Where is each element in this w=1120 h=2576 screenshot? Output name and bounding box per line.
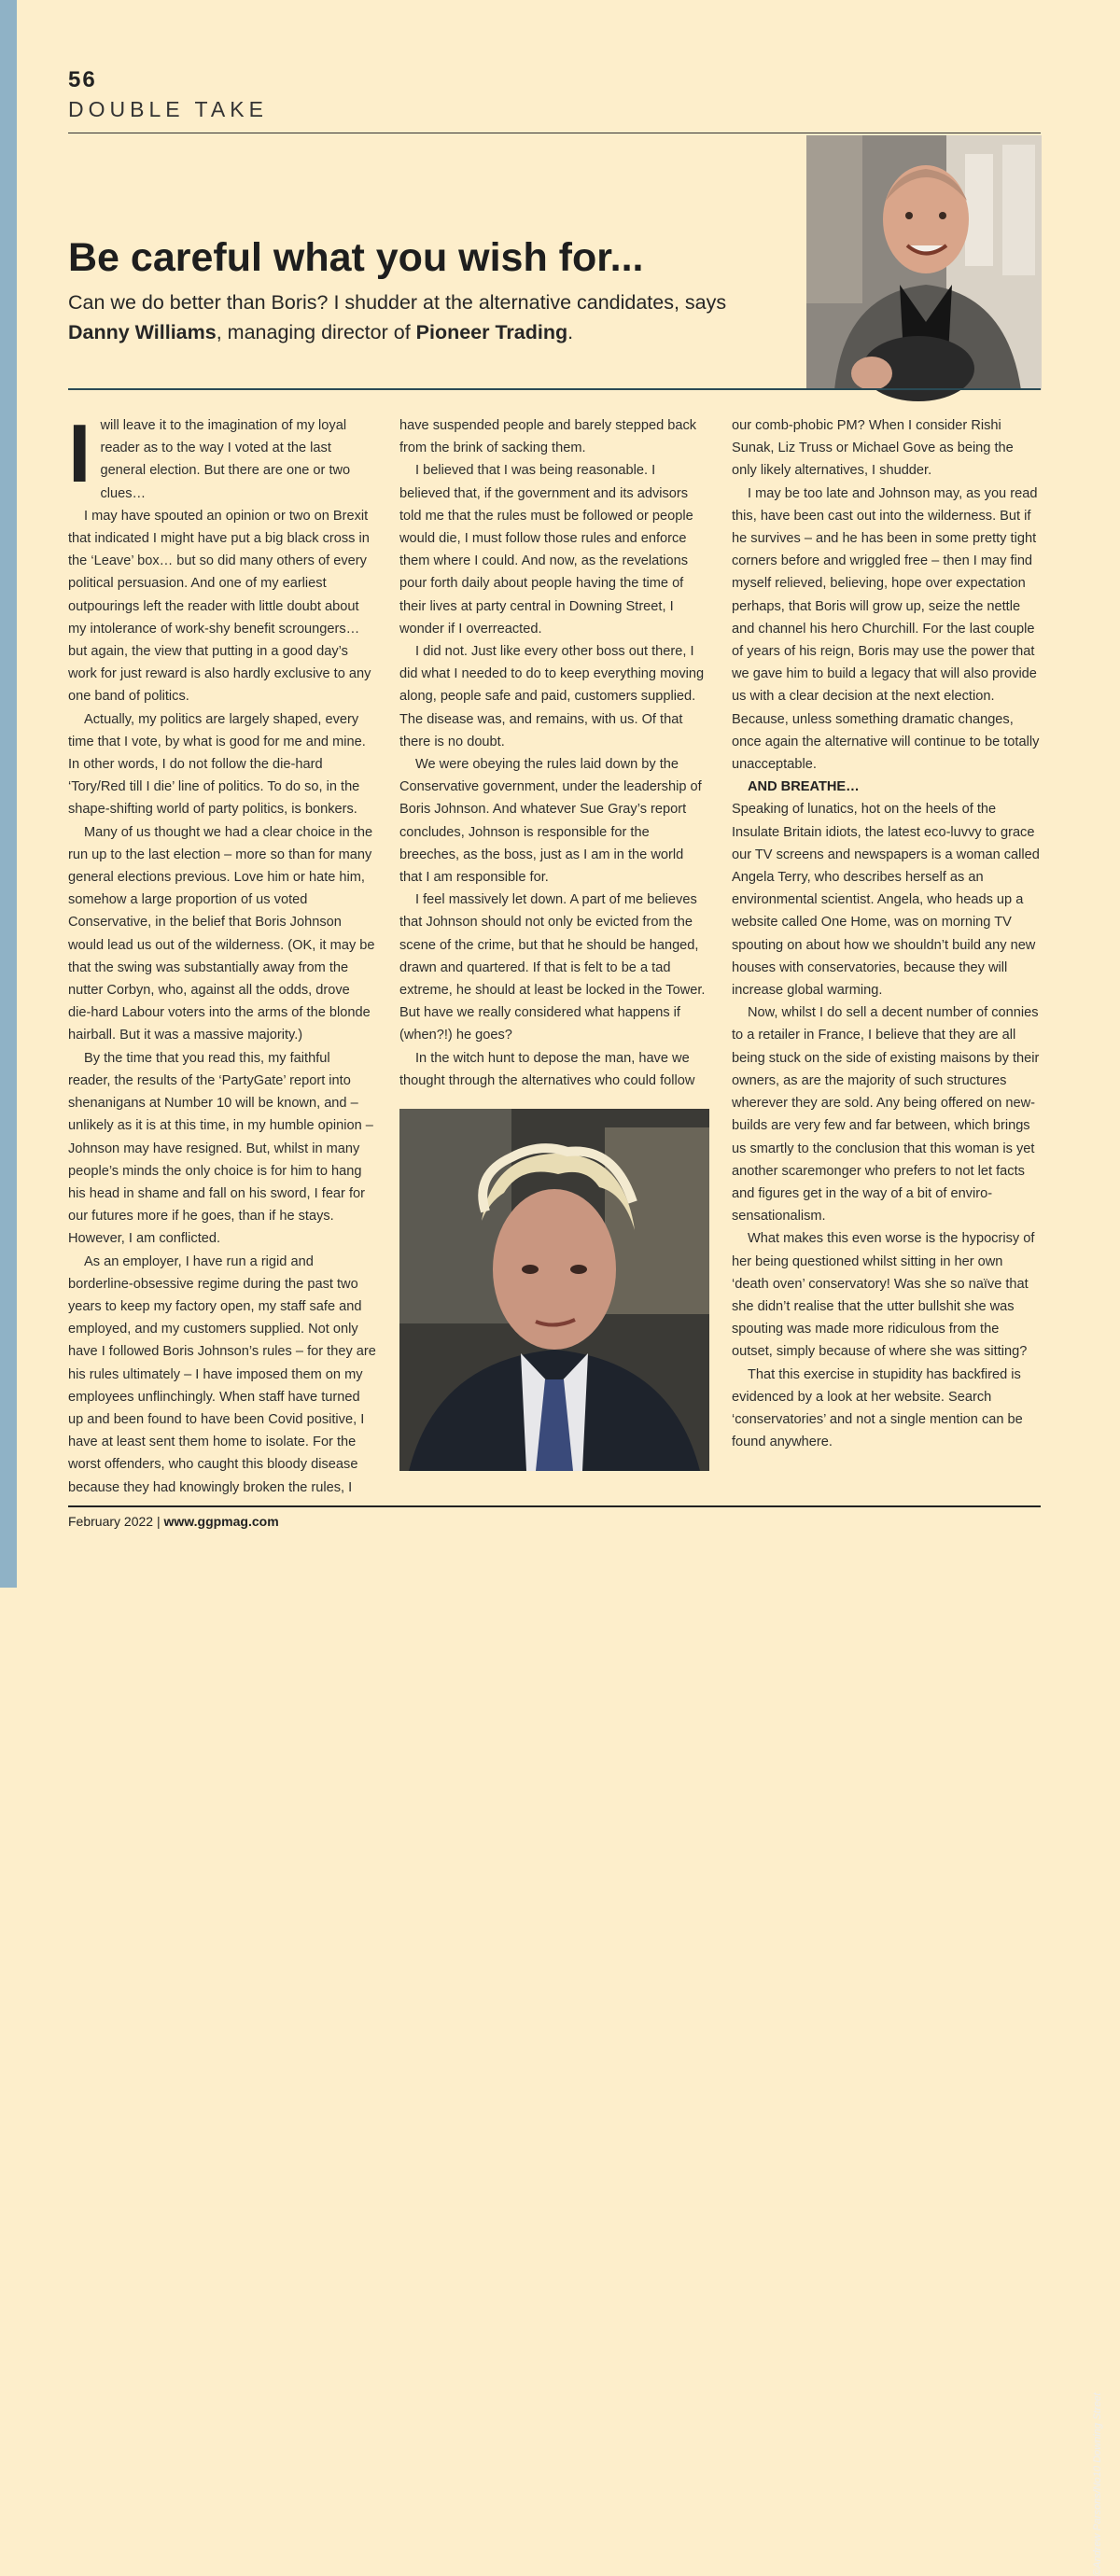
paragraph: What makes this even worse is the hypocrisy of her being questioned whilst sitting in her own ‘death oven’ conservatory! Was she so naïve that she didn’t realise that the utter bullshit she was spouting was made more ridiculous from the outset, simply because of where she was sitting? — [732, 1231, 1035, 1360]
footer-separator: | — [153, 1514, 164, 1529]
author-photo — [806, 135, 1042, 390]
boris-portrait-image — [399, 1109, 709, 1471]
subheading: AND BREATHE… — [748, 779, 860, 795]
paragraph: have suspended people and barely stepped back from the brink of sacking them. — [399, 418, 697, 456]
paragraph: our comb-phobic PM? When I consider Rishi Sunak, Liz Truss or Michael Gove as being the only likely alternatives, I shudder. — [732, 418, 1014, 479]
article-column-1 — [68, 407, 376, 1499]
author-portrait-image — [806, 135, 1042, 390]
photo-credit: ©Andrew Parsons/No10 Downing Street — [1092, 2392, 1103, 2576]
paragraph: I may have spouted an opinion or two on Brexit that indicated I might have put a big black cross in the ‘Leave’ box… but so did many others of every political persuasion. And one of my earliest outpourings left the reader with little doubt about my intolerance of work-shy benefit scroungers… but again, the view that putting in a good day’s work for just reward is also hardly exclusive to any one band of politics. — [68, 508, 371, 705]
company-name: Pioneer Trading — [415, 321, 568, 343]
paragraph: I did not. Just like every other boss out there, I did what I needed to do to keep everything moving along, people safe and paid, customers supplied. The disease was, and remains, with us. Of that there is no doubt. — [399, 644, 705, 749]
paragraph: We were obeying the rules laid down by the Conservative government, under the leadership of Boris Johnson. And whatever Sue Gray’s report concludes, Johnson is responsible for the breeches, as the boss, just as I am in the world that I am responsible for. — [399, 757, 702, 886]
footer-divider — [68, 1505, 1041, 1507]
paragraph: I believed that I was being reasonable. I believed that, if the government and its advisors told me that the rules must be followed or people would die, I must follow those rules and enforce them where I could. And now, as the revelations pour forth daily about people having the time of their lives at party central in Downing Street, I wonder if I overreacted. — [399, 463, 693, 637]
paragraph: Speaking of lunatics, hot on the heels of the Insulate Britain idiots, the latest eco-luvvy to grace our TV screens and newspapers is a woman called Angela Terry, who describes herself as an environmental scientist. Angela, who heads up a website called One Home, was on morning TV spouting on about how we shouldn’t build any new houses with conservatories, because they will increase global warming. — [732, 802, 1040, 999]
standfirst-end: . — [567, 321, 574, 343]
standfirst-middle: , managing director of — [216, 321, 416, 343]
paragraph: Actually, my politics are largely shaped, every time that I vote, by what is good for me and mine. In other words, I do not follow the die-hard ‘Tory/Red till I die’ line of politics. To do so, in the shape-shifting world of party politics, is bonkers. — [68, 711, 366, 818]
author-name: Danny Williams — [68, 321, 217, 343]
drop-cap: I — [68, 407, 91, 499]
paragraph: I feel massively let down. A part of me believes that Johnson should not only be evicted from the scene of the crime, but that he should be hanged, drawn and quartered. If that is felt to be a tad extreme, he should at least be locked in the Tower. But have we really considered what happens if (when?!) he goes? — [399, 892, 706, 1043]
article-standfirst — [68, 287, 777, 347]
paragraph: That this exercise in stupidity has backfired is evidenced by a look at her website. Search ‘conservatories’ and not a single mention can be found anywhere. — [732, 1366, 1023, 1450]
website-link[interactable]: www.ggpmag.com — [163, 1514, 279, 1529]
paragraph: Now, whilst I do sell a decent number of connies to a retailer in France, I believe that they are all being stuck on the side of existing maisons by their owners, as are the majority of such structures wherever they are sold. Any being offered on new-builds are very few and far between, which brings us smartly to the conclusion that this woman is yet another scaremonger who prefers to not let facts and figures get in the way of a bit of enviro-sensationalism. — [732, 1005, 1040, 1225]
article-column-2 — [399, 414, 707, 1092]
standfirst-intro: Can we do better than Boris? I shudder at the alternative candidates, says — [68, 291, 727, 314]
paragraph: As an employer, I have run a rigid and borderline-obsessive regime during the past two years to keep my factory open, my staff safe and employed, and my customers supplied. Not only have I followed Boris Johnson’s rules – for they are his rules ultimately – I have imposed them on my employees unflinchingly. When staff have turned up and been found to have been Covid positive, I have at least sent them home to isolate. For the worst offenders, who caught this bloody disease because they had knowingly broken the rules, I — [68, 1253, 376, 1495]
article-column-3 — [732, 414, 1040, 1453]
paragraph: By the time that you read this, my faithful reader, the results of the ‘PartyGate’ report into shenanigans at Number 10 will be known, and – unlikely as it is at this time, in my humble opinion – Johnson may have resigned. But, whilst in many people’s minds the only choice is for him to hang his head in shame and fall on his sword, I fear for our futures more if he goes, than if he stays. However, I am conflicted. — [68, 1050, 373, 1247]
issue-date: February 2022 — [68, 1514, 154, 1529]
standfirst-divider — [68, 388, 1041, 390]
side-accent-bar — [0, 0, 17, 1588]
paragraph: I may be too late and Johnson may, as you read this, have been cast out into the wilderness. But if he survives – and he has been in some pretty tight corners before and wriggled free – then I may find myself relieved, believing, hope over expectation perhaps, that Boris will grow up, seize the nettle and channel his hero Churchill. For the last couple of years of his reign, Boris may use the power that we gave him to build a legacy that will also provide us with a clear decision at the next election. Because, unless something dramatic changes, once again the alternative will continue to be totally unacceptable. — [732, 485, 1040, 773]
section-title: DOUBLE TAKE — [68, 97, 268, 121]
article-headline: Be careful what you wish for... — [68, 235, 644, 280]
paragraph: In the witch hunt to depose the man, have we thought through the alternatives who could follow — [399, 1050, 695, 1088]
page-footer — [68, 1514, 279, 1529]
paragraph: Many of us thought we had a clear choice in the run up to the last election – more so than for many general elections previous. Love him or hate him, somehow a large proportion of us voted Conservative, in the belief that Boris Johnson would lead us out of the wilderness. (OK, it may be that the swing was substantially away from the nutter Corbyn, who, against all the odds, drove die-hard Labour voters into the arms of the blonde hairball. But it was a massive majority.) — [68, 824, 375, 1043]
page-number: 56 — [68, 67, 97, 92]
paragraph: will leave it to the imagination of my loyal reader as to the way I voted at the last general election. But there are one or two clues… — [100, 418, 351, 501]
